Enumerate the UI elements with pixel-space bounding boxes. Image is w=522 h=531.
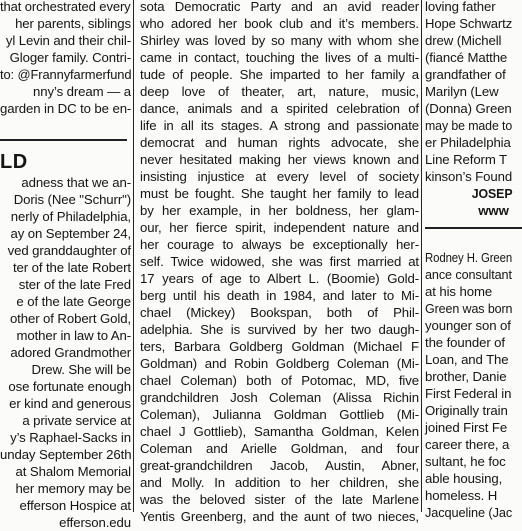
- text-line: Jacqueline (Jac: [425, 505, 513, 520]
- text-line: her parents, siblings: [15, 16, 131, 31]
- text-line: career there, a: [425, 437, 510, 452]
- text-line: adored Grandmother: [10, 345, 131, 360]
- text-line: ay on September 24,: [10, 226, 131, 241]
- text-line: Marilyn (Lew: [425, 84, 499, 99]
- text-line: ster of the late Fred: [18, 277, 131, 292]
- text-line: insisting injustice at every level of society: [140, 169, 419, 184]
- text-line: who adored her book club and it’s members.: [140, 16, 419, 31]
- text-line: drew (Michell: [425, 33, 502, 48]
- obituary-divider-rule: [425, 227, 522, 229]
- text-line: er Philadelphia: [425, 135, 511, 150]
- text-line: joined First Fe: [425, 420, 508, 435]
- text-line: Rodney H. Green: [425, 250, 513, 265]
- text-line: democrat and human rights advocate, she: [140, 135, 419, 150]
- text-line: grandfather of: [425, 67, 506, 82]
- text-line: a private service at: [22, 413, 131, 428]
- obituary-column-right: [425, 0, 513, 520]
- text-line: by her example, in her boldness, her glam-: [140, 203, 419, 218]
- obituary-column-left: [0, 0, 132, 530]
- text-line: garden in DC to be en-: [0, 101, 132, 116]
- text-line: efferson Hospice at: [19, 498, 131, 513]
- text-line: sultant, he foc: [425, 454, 506, 469]
- text-line: ved granddaughter of: [7, 243, 131, 258]
- text-line: that orchestrated every: [0, 0, 131, 14]
- obituary-text-top: [425, 0, 512, 219]
- text-line: the founder of: [425, 335, 505, 350]
- text-line: Hope Schwartz: [425, 16, 513, 31]
- text-line: www: [478, 203, 509, 218]
- text-line: Coleman and Arielle Goldman, and four: [140, 441, 419, 456]
- text-line: dance, animals and a spirited celebration of: [140, 101, 419, 116]
- text-line: never hesitated making her views known and: [140, 152, 419, 167]
- text-line: tude of people. She imparted to her family a: [140, 67, 419, 82]
- text-line: unday September 26th: [0, 447, 132, 462]
- text-line: nny’s dream — a: [33, 84, 131, 99]
- text-line: Coleman), Julianna Goldman Gottlieb (Mi-: [140, 407, 419, 422]
- text-line: mother in law to An-: [16, 328, 131, 343]
- text-line: berg until his death in 1984, and later to Mi-: [140, 288, 419, 303]
- text-line: Shirley was loved by so many with whom she: [140, 33, 419, 48]
- text-line: JOSEP: [471, 186, 513, 201]
- obituary-text-top: [0, 0, 131, 117]
- text-line: Green was born: [425, 301, 513, 316]
- text-line: er kind and generous: [9, 396, 131, 411]
- obituary-text-body: [140, 0, 419, 525]
- text-line: brother, Danie: [425, 369, 507, 384]
- text-line: e of the late George: [16, 294, 131, 309]
- text-line: Originally train: [425, 403, 508, 418]
- obituary-column-middle: [140, 0, 419, 524]
- text-line: other of Robert Gold,: [9, 311, 131, 326]
- text-line: sota Democratic Party and an avid reader: [140, 0, 419, 14]
- column-separator-right: [421, 0, 422, 512]
- obituary-text-bottom: [0, 174, 131, 531]
- text-line: and Molly. In addition to her children, she: [140, 475, 419, 490]
- text-line: at Shalom Memorial: [15, 464, 131, 479]
- text-line: life in all its stages. A strong and passionate: [140, 118, 419, 133]
- text-line: self. Twice widowed, she was first married at: [140, 254, 419, 269]
- text-line: Yentis Greenberg, and the aunt of two nieces,: [140, 509, 419, 524]
- obituary-text-bottom: [425, 249, 512, 521]
- text-line: her memory may be: [15, 481, 131, 496]
- text-line: at his home: [425, 284, 493, 299]
- text-line: ose fortunate enough: [8, 379, 131, 394]
- column-divider-rule: [0, 139, 127, 141]
- text-line: efferson.edu: [59, 515, 131, 530]
- text-line: Goldman) and Robin Goldberg Coleman (Mi-: [140, 356, 419, 371]
- text-line: First Federal in: [425, 386, 512, 401]
- text-line: chael Coleman) both of Potomac, MD, five: [140, 373, 419, 388]
- text-line: (Donna) Green: [425, 101, 512, 116]
- text-line: loving father: [425, 0, 496, 14]
- text-line: adelphia. She is survived by her two daugh-: [140, 322, 419, 337]
- text-line: came in contact, touching the lives of a multi-: [140, 50, 419, 65]
- text-line: Loan, and The: [425, 352, 509, 367]
- text-line: nerly of Philadelphia,: [10, 209, 131, 224]
- text-line: was the beloved sister of the late Marlene: [140, 492, 419, 507]
- text-line: Line Reform T: [425, 152, 508, 167]
- text-line: chael (Mickey) Bookspan, both of Phil-: [140, 305, 419, 320]
- column-separator-left: [133, 0, 134, 512]
- text-line: must be fought. She taught her family to lead: [140, 186, 419, 201]
- text-line: younger son of: [425, 318, 511, 333]
- text-line: homeless. H: [425, 488, 498, 503]
- text-line: ance consultant: [425, 267, 512, 282]
- text-line: chael J Gottlieb), Samantha Goldman, Kelen: [140, 424, 419, 439]
- text-line: ters, Barbara Goldberg Goldman (Michael F: [140, 339, 419, 354]
- text-line: great-grandchildren Jacob, Austin, Abner,: [140, 458, 419, 473]
- text-line: our, her fierce spirit, independent nature and: [140, 220, 419, 235]
- text-line: y’s Raphael-Sacks in: [10, 430, 131, 445]
- text-line: kinson’s Found: [425, 169, 513, 184]
- text-line: 17 years of age to Albert L. (Boomie) Gold-: [140, 271, 419, 286]
- obituary-heading: LD: [0, 151, 28, 173]
- text-line: adness that we an-: [21, 175, 131, 190]
- text-line: deep love of theater, art, nature, music,: [140, 84, 419, 99]
- text-line: Drew. She will be: [31, 362, 131, 377]
- text-line: Gloger family. Contri-: [9, 50, 131, 65]
- text-line: (fiancé Matthe: [425, 50, 508, 65]
- text-line: may be made to: [425, 118, 513, 133]
- text-line: Doris (Nee "Schurr"): [13, 192, 131, 207]
- text-line: ter of the late Robert: [12, 260, 131, 275]
- text-line: to: @Frannyfarmerfund: [0, 67, 132, 82]
- text-line: her courage to always be exceptionally her-: [140, 237, 419, 252]
- text-line: yl Levin and their chil-: [5, 33, 131, 48]
- text-line: grandchildren Josh Coleman (Alissa Richin: [140, 390, 419, 405]
- text-line: able housing,: [425, 471, 503, 486]
